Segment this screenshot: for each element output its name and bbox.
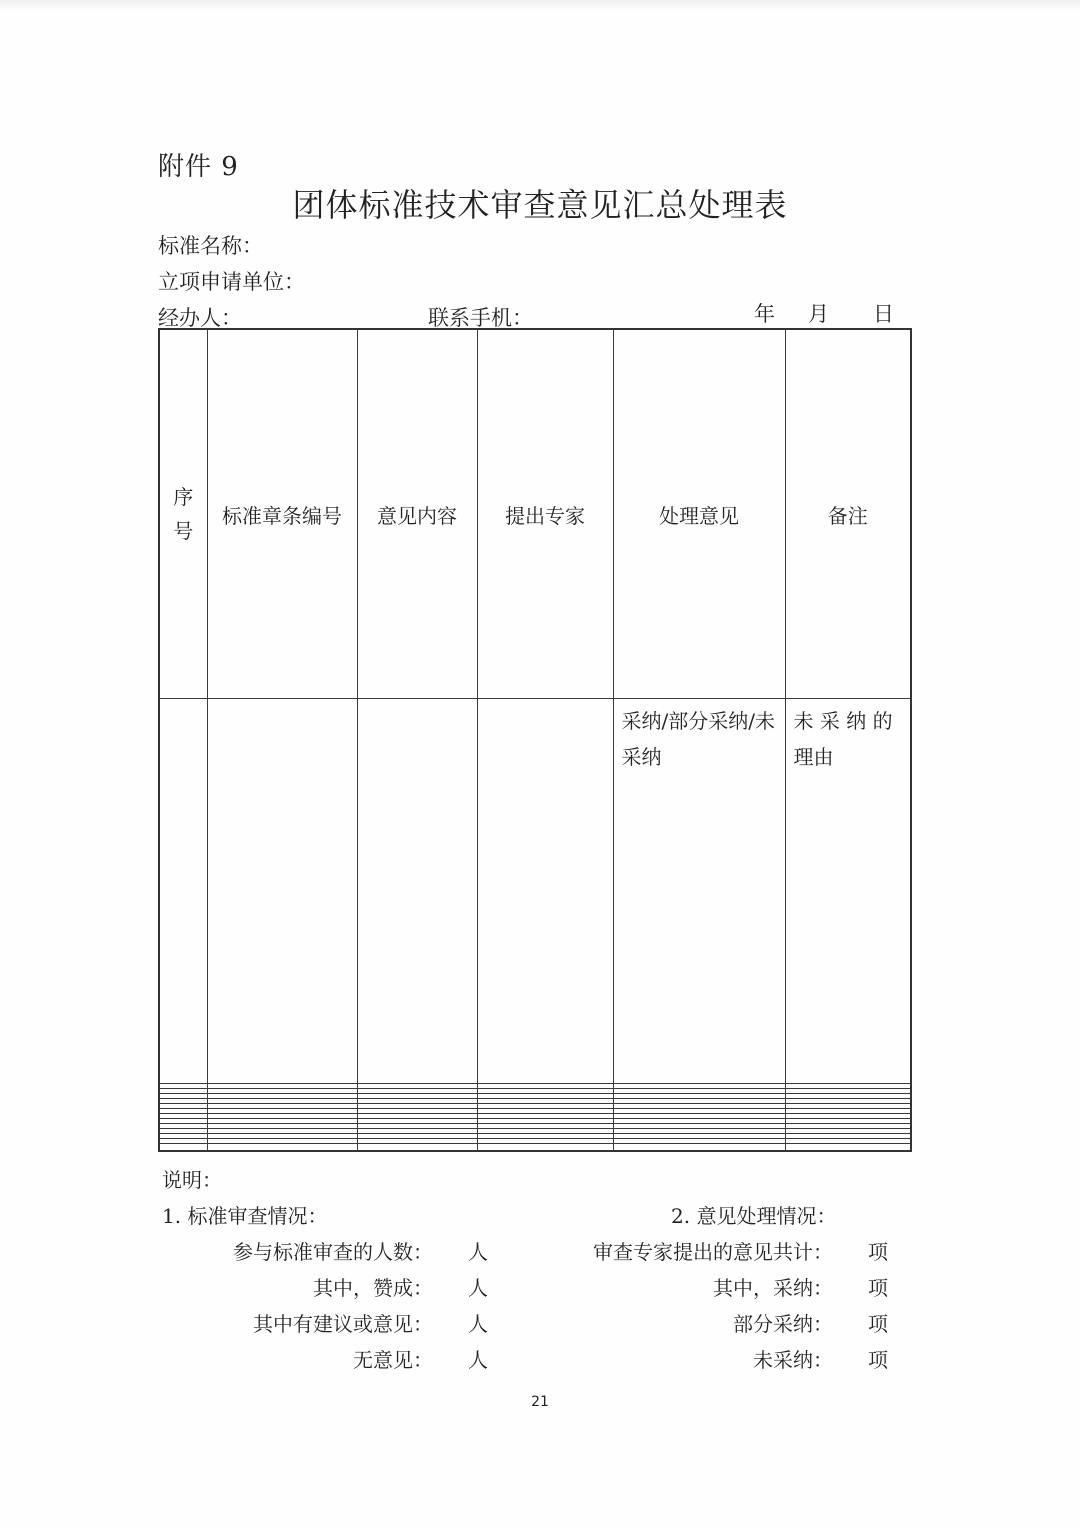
- handling-label-1: 审查专家提出的意见共计：: [593, 1240, 833, 1264]
- header-clause: 标准章条编号: [207, 329, 357, 699]
- page-title: 团体标准技术审查意见汇总处理表: [292, 186, 788, 224]
- handling-unit-2: 项: [868, 1276, 888, 1300]
- table-cell[interactable]: [477, 699, 613, 1084]
- review-section-title: 1. 标准审查情况：: [162, 1204, 328, 1228]
- handling-label-4: 未采纳：: [753, 1348, 833, 1372]
- table-cell[interactable]: [159, 699, 207, 1084]
- table-cell[interactable]: [477, 1143, 613, 1151]
- table-cell[interactable]: [357, 699, 477, 1084]
- review-label-3: 其中有建议或意见：: [253, 1312, 433, 1336]
- review-label-2: 其中，赞成：: [313, 1276, 433, 1300]
- standard-name-field: 标准名称：: [158, 234, 263, 258]
- applicant-field: 立项申请单位：: [158, 270, 305, 294]
- remark-guide-text: 未 采 纳 的 理由: [785, 699, 911, 1084]
- attachment-label: 附件 9: [158, 152, 239, 182]
- header-seq: [159, 329, 207, 699]
- review-table: [158, 328, 912, 1152]
- handling-label-2: 其中，采纳：: [713, 1276, 833, 1300]
- table-cell[interactable]: [159, 1143, 207, 1151]
- handling-guide-text: 采纳/部分采纳/未采纳: [613, 699, 785, 1084]
- handling-unit-3: 项: [868, 1312, 888, 1336]
- table-cell[interactable]: [785, 1143, 911, 1151]
- date-month: 月: [808, 302, 829, 326]
- date-year: 年: [754, 302, 775, 326]
- page-number: 21: [531, 1394, 549, 1410]
- table-guide-row: [159, 699, 911, 1084]
- handling-section-title: 2. 意见处理情况：: [671, 1204, 837, 1228]
- table-row: [159, 1143, 911, 1151]
- header-expert: 提出专家: [477, 329, 613, 699]
- blank-rows: [159, 1084, 911, 1151]
- handling-unit-1: 项: [868, 1240, 888, 1264]
- review-unit-2: 人: [468, 1276, 488, 1300]
- review-label-4: 无意见：: [353, 1348, 433, 1372]
- review-label-1: 参与标准审查的人数：: [233, 1240, 433, 1264]
- handling-label-3: 部分采纳：: [733, 1312, 833, 1336]
- review-unit-1: 人: [468, 1240, 488, 1264]
- table-cell[interactable]: [207, 1143, 357, 1151]
- header-handling: 处理意见: [613, 329, 785, 699]
- table-cell[interactable]: [357, 1143, 477, 1151]
- table-cell[interactable]: [613, 1143, 785, 1151]
- phone-field: 联系手机：: [428, 306, 533, 330]
- header-seq-label: 序号: [173, 485, 194, 544]
- handler-field: 经办人：: [158, 306, 242, 330]
- date-day: 日: [873, 302, 894, 326]
- review-unit-4: 人: [468, 1348, 488, 1372]
- table-cell[interactable]: [207, 699, 357, 1084]
- header-content: 意见内容: [357, 329, 477, 699]
- review-unit-3: 人: [468, 1312, 488, 1336]
- handling-unit-4: 项: [868, 1348, 888, 1372]
- scan-edge-shadow: [0, 0, 1080, 10]
- table-header-row: [159, 329, 911, 699]
- header-remark: 备注: [785, 329, 911, 699]
- notes-heading: 说明：: [162, 1168, 222, 1192]
